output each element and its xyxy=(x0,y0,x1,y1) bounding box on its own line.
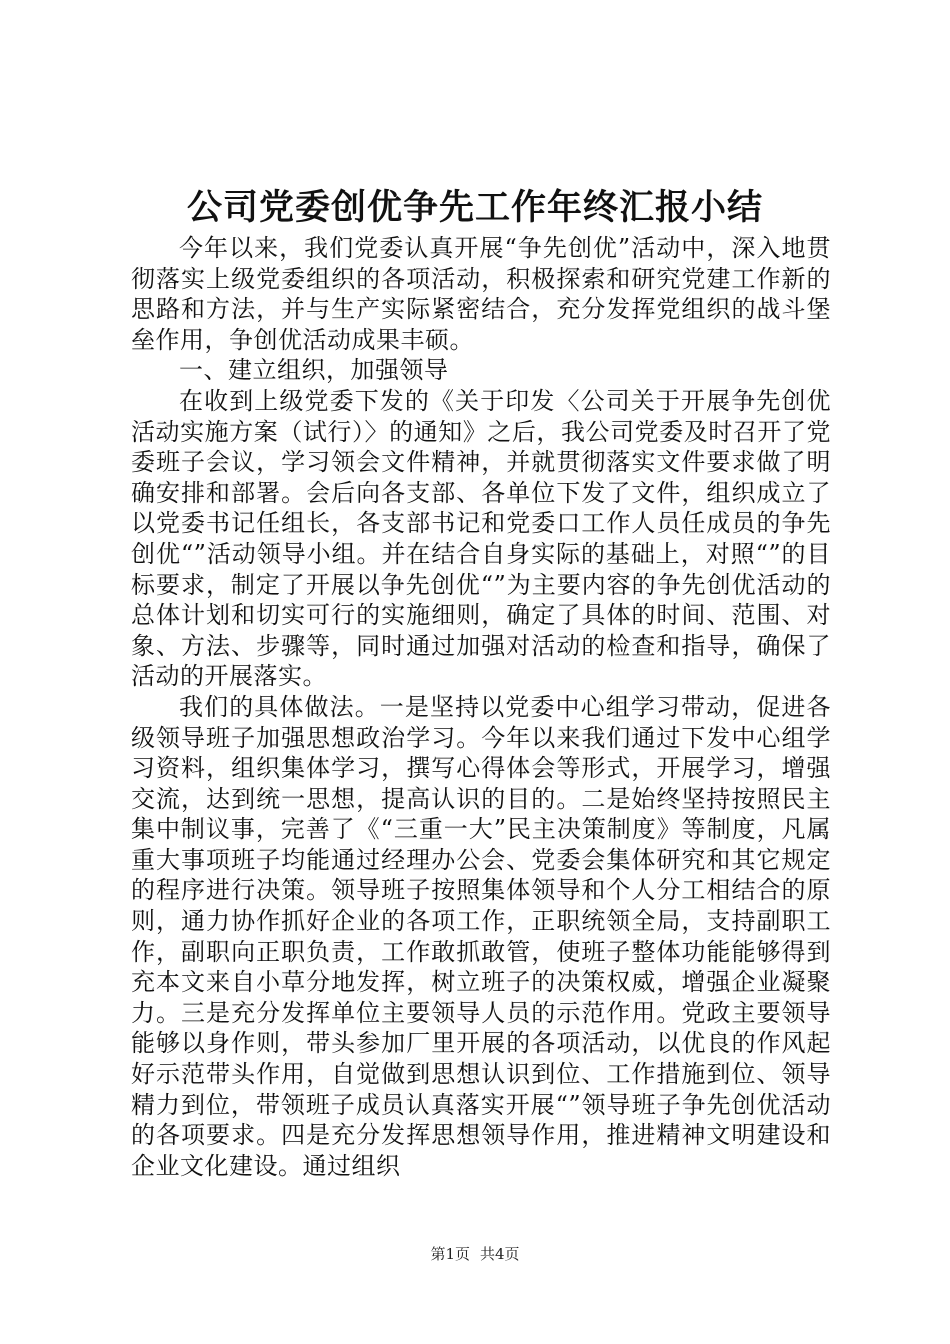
body-paragraph: 我们的具体做法。一是坚持以党委中心组学习带动，促进各级领导班子加强思想政治学习。今年以来我们通过下发中心组学习资料，组织集体学习，撰写心得体会等形式，开展学习，增强交流，达到统一思想，提高认识的目的。二是始终坚持按照民主集中制议事，完善了《“三重一大”民主决策制度》等制度，凡属重大事项班子均能通过经理办公会、党委会集体研究和其它规定的程序进行决策。领导班子按照集体领导和个人分工相结合的原则，通力协作抓好企业的各项工作，正职统领全局，支持副职工作，副职向正职负责，工作敢抓敢管，使班子整体功能能够得到充本文来自小草分地发挥，树立班子的决策权威，增强企业凝聚力。三是充分发挥单位主要领导人员的示范作用。党政主要领导能够以身作则，带头参加厂里开展的各项活动，以优良的作风起好示范带头作用，自觉做到思想认识到位、工作措施到位、领导精力到位，带领班子成员认真落实开展“”领导班子争先创优活动的各项要求。四是充分发挥思想领导作用，推进精神文明建设和企业文化建设。通过组织 xyxy=(131,692,831,1180)
page-footer xyxy=(0,1244,950,1264)
page-total: 共4页 xyxy=(480,1245,520,1263)
document-body xyxy=(131,233,831,1181)
page-number: 第1页 xyxy=(430,1245,470,1263)
page-title: 公司党委创优争先工作年终汇报小结 xyxy=(186,187,763,228)
section-heading: 一、建立组织，加强领导 xyxy=(179,356,449,385)
intro-paragraph: 今年以来，我们党委认真开展“争先创优”活动中，深入地贯彻落实上级党委组织的各项活动，积极探索和研究党建工作新的思路和方法，并与生产实际紧密结合，充分发挥党组织的战斗堡垒作用，争创优活动成果丰硕。 xyxy=(131,234,831,354)
body-paragraph: 在收到上级党委下发的《关于印发〈公司关于开展争先创优活动实施方案（试行）〉的通知》之后，我公司党委及时召开了党委班子会议，学习领会文件精神，并就贯彻落实文件要求做了明确安排和部署。会后向各支部、各单位下发了文件，组织成立了以党委书记任组长，各支部书记和党委口工作人员任成员的争先创优“”活动领导小组。并在结合自身实际的基础上，对照“”的目标要求，制定了开展以争先创优“”为主要内容的争先创优活动的总体计划和切实可行的实施细则，确定了具体的时间、范围、对象、方法、步骤等，同时通过加强对活动的检查和指导，确保了活动的开展落实。 xyxy=(131,386,831,691)
